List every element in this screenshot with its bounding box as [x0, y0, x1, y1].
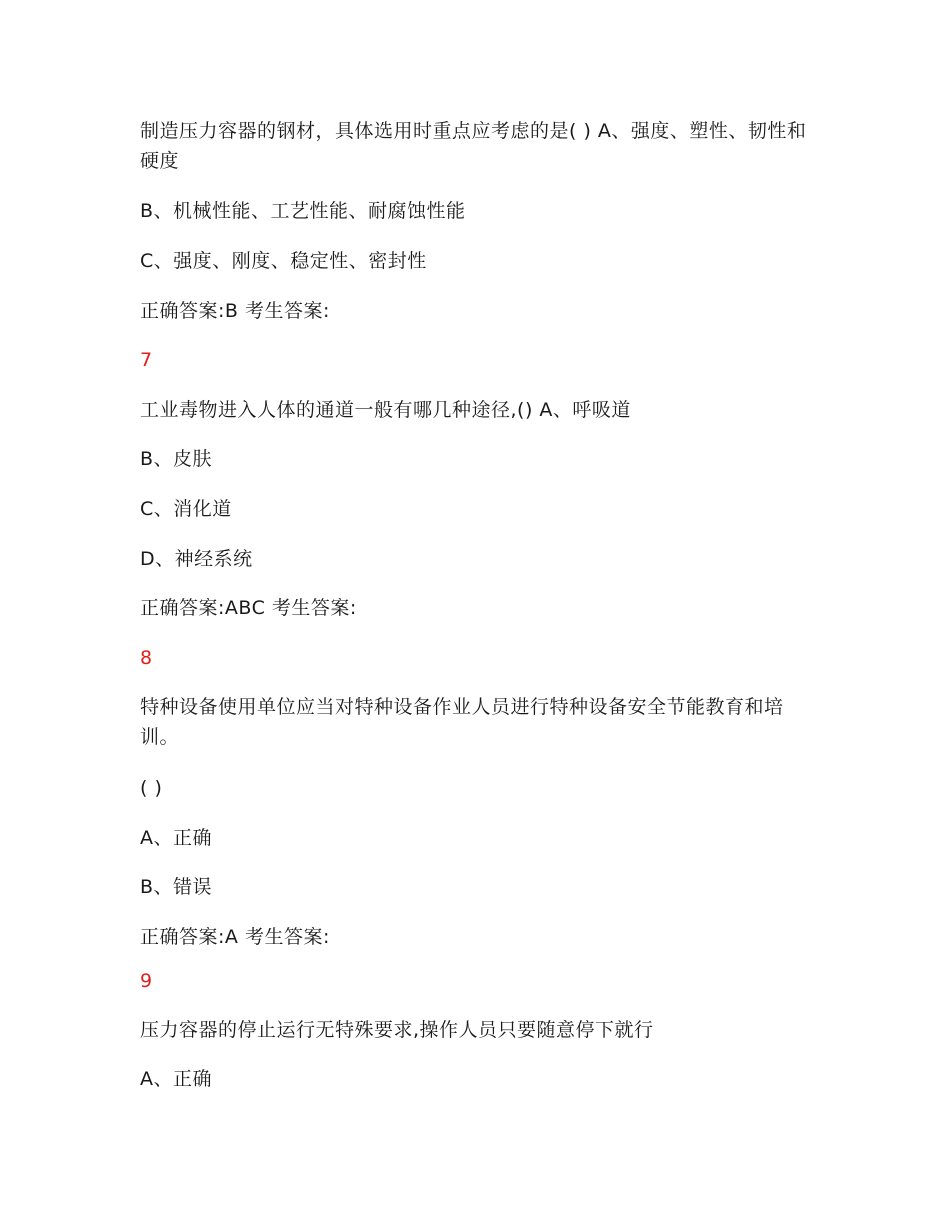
option-text: C、强度、刚度、稳定性、密封性 — [140, 250, 427, 272]
question-number: 8 — [140, 647, 153, 669]
option-text: D、神经系统 — [140, 548, 253, 570]
question-text: 特种设备使用单位应当对特种设备作业人员进行特种设备安全节能教育和培训。 — [140, 696, 784, 748]
option-text: A、正确 — [140, 1068, 212, 1090]
question-paren: ( ) — [140, 777, 163, 799]
answer-line: 正确答案:A 考生答案: — [140, 926, 330, 948]
question-text: 工业毒物进入人体的通道一般有哪几种途径,() A、呼吸道 — [140, 399, 631, 421]
option-text: B、皮肤 — [140, 448, 213, 470]
option-text: B、错误 — [140, 876, 213, 898]
question-text: 压力容器的停止运行无特殊要求,操作人员只要随意停下就行 — [140, 1019, 654, 1041]
answer-line: 正确答案:ABC 考生答案: — [140, 597, 357, 619]
option-text: A、正确 — [140, 827, 212, 849]
option-text: C、消化道 — [140, 498, 232, 520]
question-number: 9 — [140, 970, 153, 992]
question-text: 制造压力容器的钢材，具体选用时重点应考虑的是( ) A、强度、塑性、韧性和硬度 — [140, 120, 807, 172]
question-number: 7 — [140, 349, 153, 371]
option-text: B、机械性能、工艺性能、耐腐蚀性能 — [140, 200, 466, 222]
answer-line: 正确答案:B 考生答案: — [140, 300, 330, 322]
